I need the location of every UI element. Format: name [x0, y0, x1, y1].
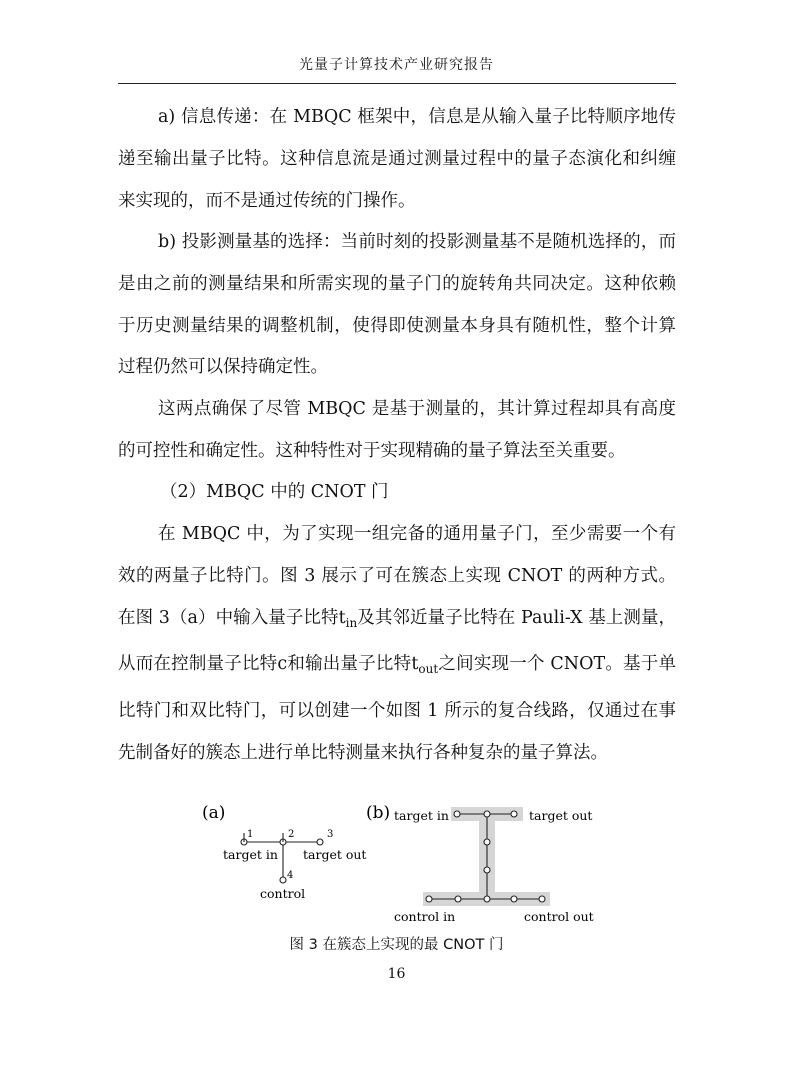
panel-a-control: control [260, 886, 306, 901]
paragraph-summary: 这两点确保了尽管 MBQC 是基于测量的，其计算过程却具有高度的可控性和确定性。这种特性对于实现精确的量子算法至关重要。 [118, 399, 676, 461]
figure-caption: 图 3 在簇态上实现的最 CNOT 门 [289, 937, 504, 953]
figure-cnot-cluster [196, 798, 606, 928]
page-number: 16 [387, 966, 406, 982]
panel-a-target-in: target in [223, 847, 278, 862]
panel-b-target-in: target in [394, 808, 449, 823]
panel-b-control-in: control in [394, 909, 456, 924]
cnot-text-c: 之间实现一个 CNOT。基于单比特门和双比特门，可以创建一个如图 1 所示的复合线路，仅通过在事先制备好的簇态上进行单比特测量来执行各种复杂的量子算法。 [118, 654, 676, 763]
node-label-1: 1 [247, 829, 254, 840]
t-in-symbol: $t_{in}$ [338, 607, 358, 630]
cnot-text-b: 及其邻近量子比特在 Pauli-X 基上测量，从而在控制量子比特c和输出量子比特 [118, 607, 676, 675]
panel-b-label: (b) [366, 803, 391, 823]
running-header: 光量子计算技术产业研究报告 [299, 57, 494, 73]
panel-a-target-out: target out [303, 847, 367, 862]
node-label-3: 3 [327, 829, 334, 840]
paragraph-info-transfer: a) 信息传递：在 MBQC 框架中，信息是从输入量子比特顺序地传递至输出量子比特。这种信息流是通过测量过程中的量子态演化和纠缠来实现的，而不是通过传统的门操作。 [118, 107, 676, 211]
t-out-symbol: $t_{out}$ [411, 654, 439, 677]
panel-b-target-out: target out [529, 808, 593, 823]
paragraph-measurement-basis: b) 投影测量基的选择：当前时刻的投影测量基不是随机选择的，而是由之前的测量结果和所需实现的量子门的旋转角共同决定。这种依赖于历史测量结果的调整机制，使得即使测量本身具有随机性，整个计算过程仍然可以保持确定性。 [118, 232, 676, 378]
panel-a-label: (a) [202, 803, 226, 823]
node-label-4: 4 [287, 870, 294, 881]
figure-svg [196, 798, 606, 928]
panel-b-control-out: control out [524, 909, 594, 924]
section-heading: （2）MBQC 中的 CNOT 门 [160, 482, 389, 502]
cnot-text-a: 在 MBQC 中，为了实现一组完备的通用量子门，至少需要一个有效的两量子比特门。图 3 展示了可在簇态上实现 CNOT 的两种方式。在图 3（a）中输入量子比特 [118, 524, 676, 628]
paragraph-cnot [118, 514, 676, 775]
header-rule [118, 83, 676, 84]
node-label-2: 2 [288, 829, 295, 840]
